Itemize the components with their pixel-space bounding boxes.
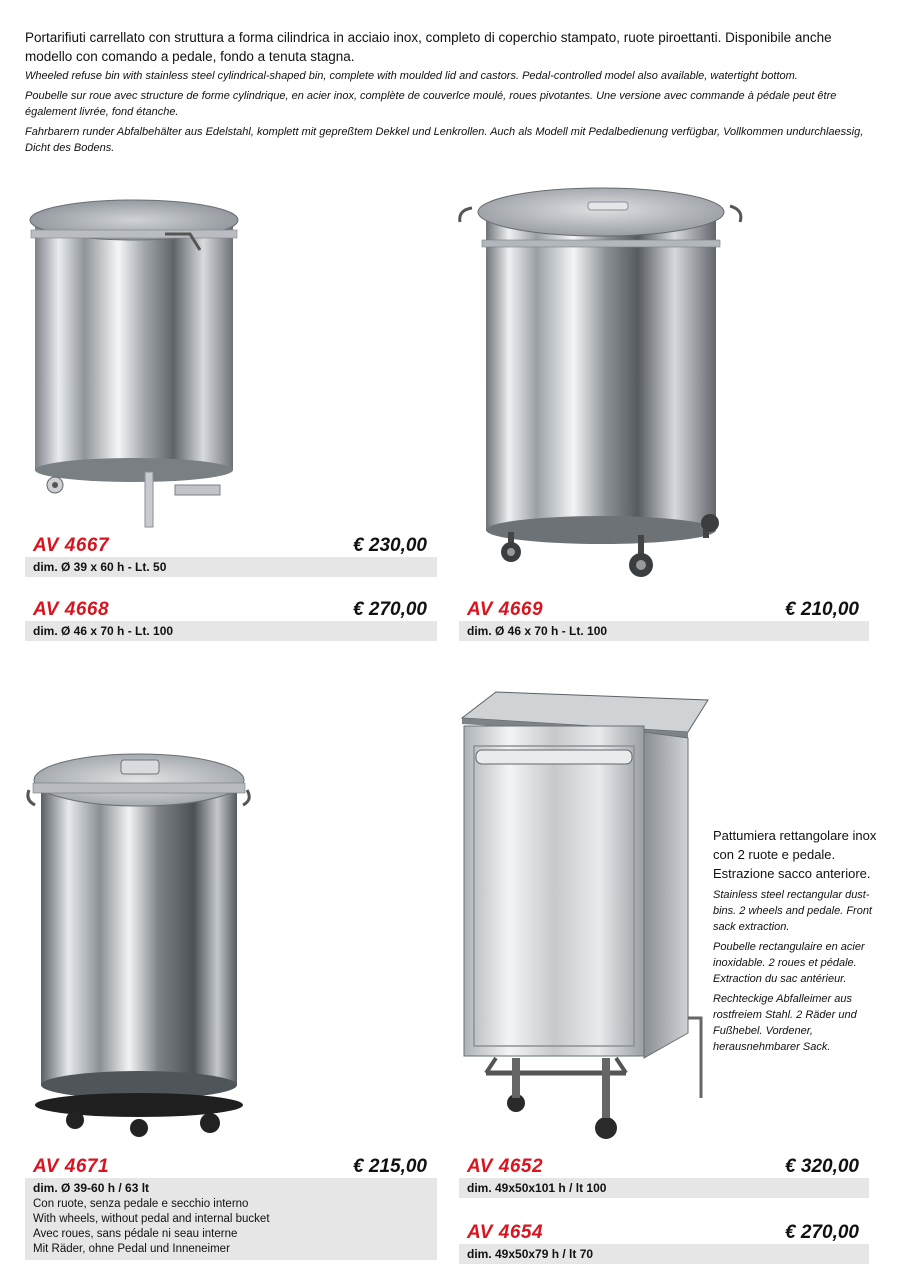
product-code: AV 4652 — [467, 1156, 544, 1177]
product-price: € 210,00 — [785, 599, 859, 620]
product-price: € 215,00 — [353, 1156, 427, 1177]
product-av-4654 — [459, 1220, 869, 1264]
pedal-cylindrical-bin-image — [25, 190, 260, 530]
product-header — [459, 597, 869, 621]
product-header — [25, 533, 437, 557]
product-code: AV 4654 — [467, 1222, 544, 1243]
product-code: AV 4667 — [33, 535, 110, 556]
intro-text-de: Fahrbarern runder Abfalbehälter aus Edelstahl, komplett mit gepreßtem Dekkel und Lenkrollen. Auch als Modell mit Pedalbedienung verfügbar, Vollkommen undurchlaessig, Dicht des Bodens. — [25, 126, 864, 154]
intro-text-en: Wheeled refuse bin with stainless steel cylindrical-shaped bin, complete with moulded lid and castors. Pedal-controlled model also available, watertight bottom. — [25, 70, 798, 82]
product-note: With wheels, without pedal and internal bucket — [33, 1213, 270, 1225]
product-dimensions: dim. Ø 46 x 70 h - Lt. 100 — [25, 621, 437, 641]
product-price: € 270,00 — [785, 1222, 859, 1243]
product-price: € 230,00 — [353, 535, 427, 556]
side-text-it: Pattumiera rettangolare inox con 2 ruote e pedale. Estrazione sacco anteriore. — [713, 828, 877, 881]
lid-bin-dolly-image — [25, 745, 260, 1140]
wheeled-cylindrical-bin-image — [458, 180, 748, 590]
product-av-4668 — [25, 597, 437, 641]
product-header — [459, 1220, 869, 1244]
side-text-de: Rechteckige Abfalleimer aus rostfreiem Stahl. 2 Räder und Fußhebel. Vordener, herausnehmbarer Sack. — [713, 993, 857, 1053]
side-text-en: Stainless steel rectangular dust-bins. 2 wheels and pedale. Front sack extraction. — [713, 889, 872, 933]
rectangular-bin-description — [713, 826, 878, 1059]
product-code: AV 4671 — [33, 1156, 110, 1177]
product-av-4671 — [25, 1154, 437, 1260]
product-header — [25, 597, 437, 621]
product-price: € 320,00 — [785, 1156, 859, 1177]
product-code: AV 4668 — [33, 599, 110, 620]
product-dimensions: dim. 49x50x79 h / lt 70 — [459, 1244, 869, 1264]
product-header — [25, 1154, 437, 1178]
product-av-4652 — [459, 1154, 869, 1198]
intro-text-it: Portarifiuti carrellato con struttura a forma cilindrica in acciaio inox, completo di coperchio stampato, ruote piroettanti. Disponibile anche modello con comando a pedale, fondo a tenuta stagna. — [25, 30, 832, 64]
side-text-fr: Poubelle rectangulaire en acier inoxidable. 2 roues et pédale. Extraction du sac antérieur. — [713, 941, 865, 985]
product-note: Mit Räder, ohne Pedal und Inneneimer — [33, 1243, 230, 1255]
intro-description — [25, 28, 870, 160]
product-header — [459, 1154, 869, 1178]
product-av-4669 — [459, 597, 869, 641]
product-dimensions: dim. Ø 39-60 h / 63 lt — [33, 1181, 150, 1195]
product-price: € 270,00 — [353, 599, 427, 620]
product-note: Avec roues, sans pédale ni seau interne — [33, 1228, 238, 1240]
product-note: Con ruote, senza pedale e secchio interno — [33, 1198, 249, 1210]
rectangular-bin-image — [456, 688, 712, 1148]
product-dimensions: dim. 49x50x101 h / lt 100 — [459, 1178, 869, 1198]
intro-text-fr: Poubelle sur roue avec structure de forme cylindrique, en acier inox, complète de couverlce moulé, roues pivotantes. Une versione avec commande à pédale peut être également livrée, fond étanche. — [25, 90, 837, 118]
product-dimensions: dim. Ø 39 x 60 h - Lt. 50 — [25, 557, 437, 577]
product-dimensions: dim. Ø 46 x 70 h - Lt. 100 — [459, 621, 869, 641]
product-av-4667 — [25, 533, 437, 577]
product-dimensions-box — [25, 1178, 437, 1260]
product-code: AV 4669 — [467, 599, 544, 620]
